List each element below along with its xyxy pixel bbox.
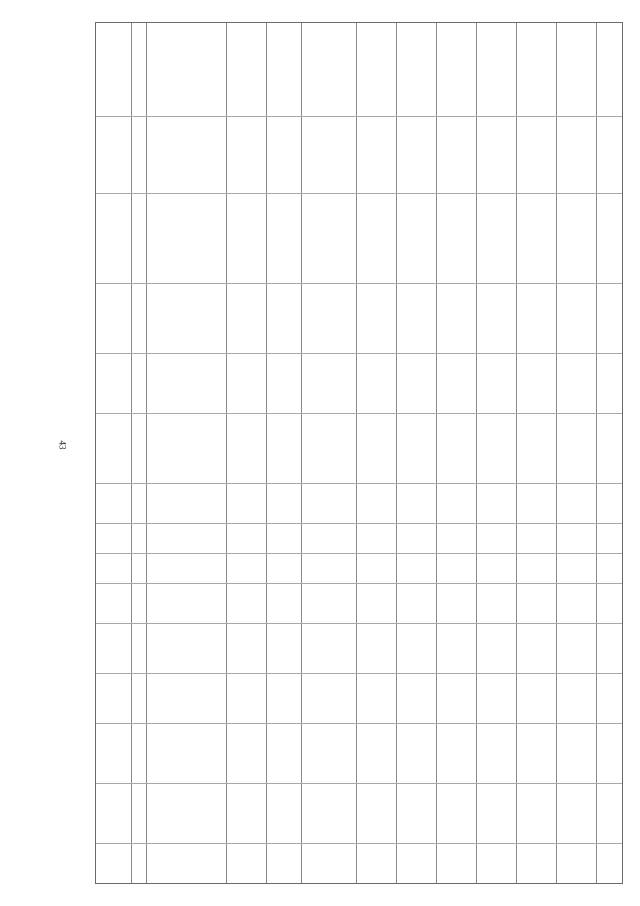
table-column-divider (516, 23, 517, 883)
table-column-divider (301, 23, 302, 883)
table-column-divider (226, 23, 227, 883)
table-row-divider (96, 353, 622, 354)
table-row-divider (96, 193, 622, 194)
table-column-divider (396, 23, 397, 883)
table-row-divider (96, 583, 622, 584)
table-column-divider (146, 23, 147, 883)
table-row-divider (96, 413, 622, 414)
table-row-divider (96, 843, 622, 844)
table-row-divider (96, 483, 622, 484)
table-column-divider (596, 23, 597, 883)
table-column-divider (356, 23, 357, 883)
table-column-divider (131, 23, 132, 883)
document-table (95, 22, 623, 884)
table-row-divider (96, 116, 622, 117)
table-row-divider (96, 283, 622, 284)
table-row-divider (96, 553, 622, 554)
table-header (96, 23, 622, 117)
table-row-divider (96, 783, 622, 784)
table-column-divider (556, 23, 557, 883)
table-row-divider (96, 523, 622, 524)
table-column-divider (436, 23, 437, 883)
table-row-divider (96, 623, 622, 624)
table-row-divider (96, 673, 622, 674)
table-column-divider (476, 23, 477, 883)
page-number: 43 (57, 440, 68, 450)
table-column-divider (266, 23, 267, 883)
table-row-divider (96, 723, 622, 724)
